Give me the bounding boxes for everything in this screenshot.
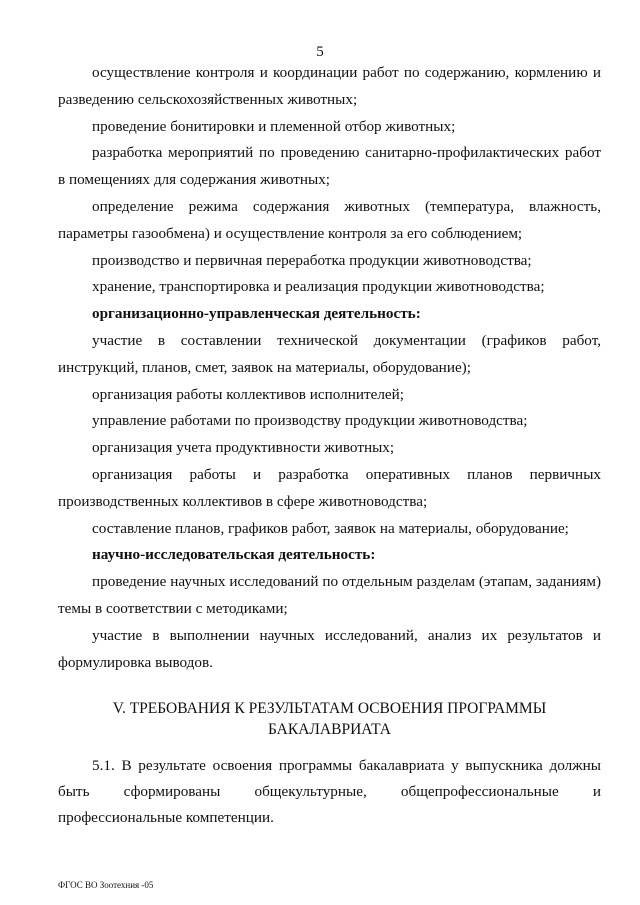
document-body <box>58 60 601 676</box>
section-title-line-1: V. ТРЕБОВАНИЯ К РЕЗУЛЬТАТАМ ОСВОЕНИЯ ПРОГРАММЫ <box>112 700 547 717</box>
body-paragraph: производство и первичная переработка продукции животноводства; <box>92 251 532 269</box>
body-paragraph: осуществление контроля и координации работ по содержанию, кормлению и разведению сельскохозяйственных животных; <box>58 64 601 108</box>
section-body <box>58 753 601 832</box>
body-paragraph: проведение бонитировки и племенной отбор животных; <box>92 117 456 135</box>
body-paragraph: организация работы и разработка оперативных планов первичных производственных коллективов в сфере животноводства; <box>58 465 601 510</box>
section-title-line-2: БАКАЛАВРИАТА <box>267 721 391 738</box>
section-heading-paragraph: организационно-управленческая деятельность: <box>92 305 421 323</box>
body-paragraph: организация учета продуктивности животных; <box>92 439 395 457</box>
body-paragraph: хранение, транспортировка и реализация продукции животноводства; <box>92 278 545 296</box>
body-paragraph: разработка мероприятий по проведению санитарно-профилактических работ в помещениях для содержания животных; <box>58 144 601 189</box>
section-paragraph: 5.1. В результате освоения программы бакалавриата у выпускника должны быть сформированы общекультурные, общепрофессиональные и профессиональные компетенции. <box>58 757 601 827</box>
section-heading-paragraph: научно-исследовательская деятельность: <box>92 546 376 564</box>
body-paragraph: управление работами по производству продукции животноводства; <box>92 412 528 430</box>
body-paragraph: организация работы коллективов исполнителей; <box>92 385 405 403</box>
footer-label: ФГОС ВО Зоотехния -05 <box>58 880 154 890</box>
body-paragraph: определение режима содержания животных (температура, влажность, параметры газообмена) и осуществление контроля за его соблюдением; <box>58 197 601 242</box>
body-paragraph: участие в составлении технической документации (графиков работ, инструкций, планов, смет, заявок на материалы, оборудование); <box>58 331 601 376</box>
body-paragraph: составление планов, графиков работ, заявок на материалы, оборудование; <box>92 519 569 537</box>
body-paragraph: проведение научных исследований по отдельным разделам (этапам, заданиям) темы в соответствии с методиками; <box>58 573 601 617</box>
section-title <box>58 698 601 740</box>
page-number: 5 <box>316 44 324 60</box>
body-paragraph: участие в выполнении научных исследований, анализ их результатов и формулировка выводов. <box>58 626 601 671</box>
